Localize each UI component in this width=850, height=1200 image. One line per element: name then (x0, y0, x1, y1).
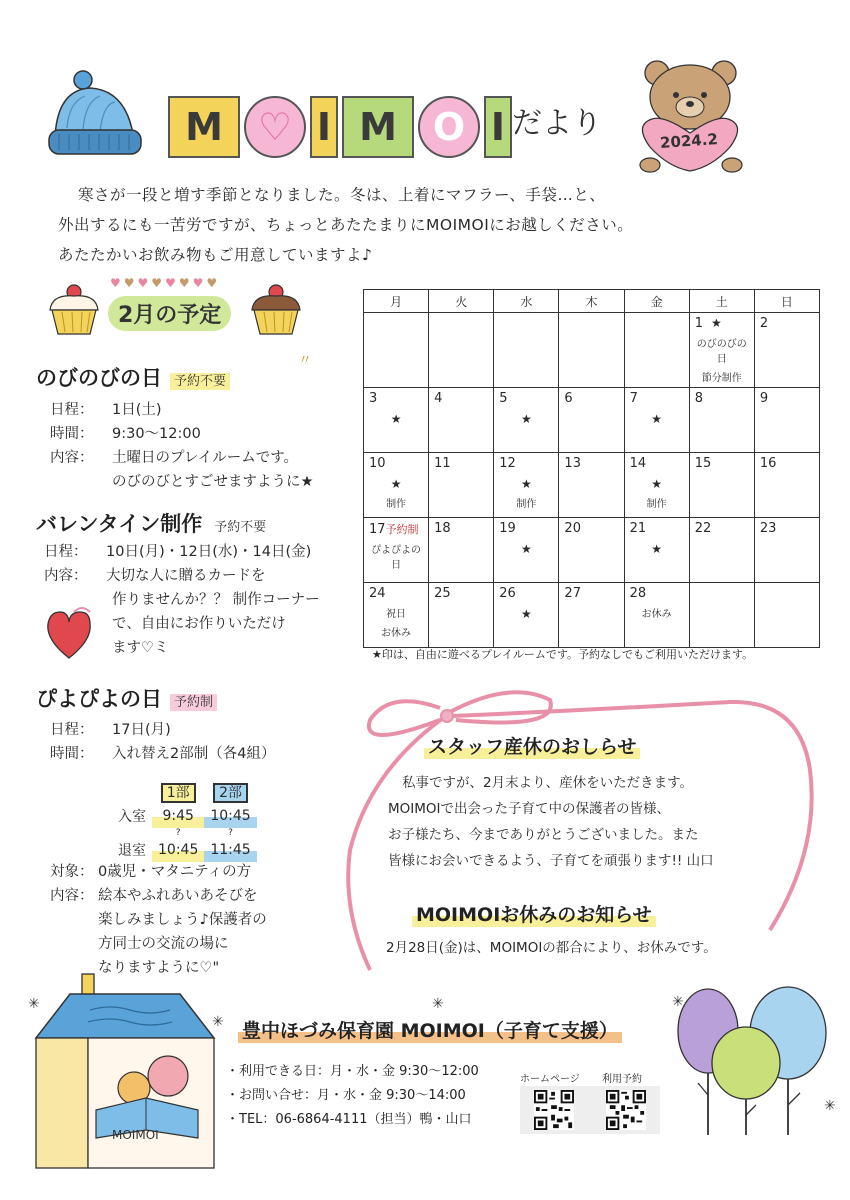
day-event-label: お休み (381, 628, 412, 639)
reservation-tag: 予約制 (385, 523, 419, 536)
detail-value: ます♡ミ (112, 640, 169, 656)
calendar-week-row (364, 453, 820, 518)
calendar-day-cell (559, 583, 624, 648)
detail-value: のびのびとすごせますように★ (112, 474, 314, 490)
staff-leave-message (388, 770, 788, 874)
staff-leave-title: スタッフ産休のおしらせ (424, 732, 640, 759)
day-event-label: ぴよぴよの日 (371, 545, 422, 571)
playroom-star-icon: ★ (390, 477, 402, 491)
closure-notice-title: MOIMOIお休みのお知らせ (412, 900, 656, 927)
playroom-star-icon: ★ (651, 542, 663, 556)
house-logo-label: MOIMOI (112, 1128, 159, 1142)
title-letter: M (342, 96, 414, 158)
issue-date: 2024.2 (659, 130, 719, 152)
reservation-qr-code[interactable] (606, 1090, 646, 1130)
notice-line: MOIMOIで出会った子育て中の保護者の皆様、 (388, 801, 671, 817)
tilde-mark: ? (228, 828, 233, 838)
star-decoration: ✳ (824, 1098, 836, 1114)
part-label: 2部 (213, 783, 248, 803)
day-number: 25 (434, 586, 451, 601)
intro-message (58, 180, 798, 270)
detail-value: 土曜日のプレイルームです。 (112, 450, 299, 466)
weekday-header: 金 (624, 290, 689, 313)
playroom-star-icon: ★ (651, 477, 663, 491)
day-event-label: 祝日 (386, 609, 407, 620)
calendar-day-cell (364, 313, 429, 388)
calendar-day-cell (559, 388, 624, 453)
playroom-star-icon: ★ (520, 412, 532, 426)
notice-line: お子様たち、今までありがとうございました。また (388, 827, 699, 843)
calendar-week-row (364, 313, 820, 388)
detail-value: 絵本やふれあいあそびを (98, 888, 258, 904)
day-number: 4 (434, 391, 443, 406)
reservation-badge: 予約不要 (170, 373, 230, 390)
title-letter: I (484, 96, 512, 158)
day-event-label: お休み (641, 609, 672, 620)
weekday-header: 月 (364, 290, 429, 313)
day-number: 18 (434, 521, 451, 536)
day-number: 11 (434, 456, 451, 471)
calendar-day-cell (494, 313, 559, 388)
calendar-day-cell (624, 583, 689, 648)
hearts-decoration: ♥♥♥♥♥♥♥♥ (110, 276, 221, 290)
playroom-star-icon: ★ (710, 316, 722, 330)
detail-value: 大切な人に贈るカードを (106, 568, 266, 584)
reservation-badge: 予約制 (170, 694, 217, 711)
newsletter-title (168, 92, 512, 162)
calendar-day-cell (429, 313, 494, 388)
day-number: 13 (564, 456, 581, 471)
intro-line: 寒さが一段と増す季節となりました。冬は、上着にマフラー、手袋…と、 (78, 186, 606, 204)
day-number: 14 (629, 456, 647, 471)
calendar-day-cell (364, 518, 429, 583)
detail-label: 内容： (44, 568, 88, 584)
contact-info (226, 1060, 536, 1132)
detail-label: 日程： (44, 544, 88, 560)
day-number: 15 (694, 456, 712, 471)
star-decoration: ✳ (672, 994, 684, 1010)
title-letter: O (418, 96, 480, 158)
calendar-day-cell (754, 313, 819, 388)
day-number: 20 (564, 521, 581, 536)
playroom-star-icon: ★ (390, 412, 402, 426)
day-event-label: 節分制作 (701, 373, 742, 384)
calendar-day-cell (689, 583, 754, 648)
calendar-day-cell (494, 388, 559, 453)
star-decoration: ✳ (28, 996, 40, 1012)
day-number: 28 (629, 586, 647, 601)
calendar-day-cell (429, 518, 494, 583)
section-heading: のびのびの日 (36, 366, 162, 390)
day-number: 2 (759, 316, 769, 331)
title-letter: ♡ (244, 96, 306, 158)
detail-value: 方同士の交流の場に (98, 936, 229, 952)
calendar-day-cell (429, 388, 494, 453)
time-value: 11:45 (204, 838, 256, 862)
sparkle-icon: 〃 (298, 353, 312, 369)
piyopiyo-target-content (50, 860, 350, 980)
weekday-header: 日 (754, 290, 819, 313)
reservation-qr-label: 利用予約 (602, 1074, 642, 1085)
section-heading: バレンタイン制作 (36, 512, 203, 536)
detail-value: 9:30〜12:00 (112, 426, 201, 442)
session-times-table (112, 780, 312, 862)
contact-line: ・お問い合せ：月・水・金 9:30〜14:00 (226, 1088, 466, 1103)
calendar-week-row (364, 583, 820, 648)
calendar-day-cell (689, 313, 754, 388)
title-suffix: だより (512, 106, 602, 141)
nobinobi-heading (36, 362, 230, 392)
calendar-day-cell (559, 313, 624, 388)
calendar-day-cell (494, 453, 559, 518)
time-value: 10:45 (152, 838, 204, 862)
section-heading: ぴよぴよの日 (36, 687, 162, 711)
detail-value: 0歳児・マタニティの方 (98, 864, 252, 880)
calendar-note: ★印は、自由に遊べるプレイルームです。予約なしでもご利用いただけます。 (372, 648, 754, 661)
heart-icon (44, 606, 94, 662)
calendar-day-cell (754, 388, 819, 453)
notice-line: 私事ですが、2月末より、産休をいただきます。 (402, 775, 694, 791)
homepage-qr-code[interactable] (534, 1090, 574, 1130)
time-value: 9:45 (152, 804, 204, 828)
day-event-label: 制作 (516, 499, 537, 510)
nobinobi-details (50, 398, 350, 494)
calendar-day-cell (624, 388, 689, 453)
day-number: 3 (369, 391, 378, 406)
notice-line: 皆様にお会いできるよう、子育てを頑張ります!! 山口 (388, 853, 714, 869)
intro-line: あたたかいお飲み物もご用意していますよ♪ (58, 246, 373, 264)
detail-label: 内容： (50, 888, 94, 904)
star-decoration: ✳ (212, 1014, 224, 1030)
day-number: 10 (369, 456, 386, 471)
calendar-day-cell (624, 453, 689, 518)
day-event-label: 制作 (646, 499, 667, 510)
day-number: 8 (694, 391, 703, 406)
calendar-day-cell (559, 518, 624, 583)
day-number: 1 (694, 316, 703, 331)
calendar-day-cell (364, 453, 429, 518)
teddy-bear-illustration (632, 55, 752, 175)
calendar-day-cell (429, 453, 494, 518)
calendar-day-cell (559, 453, 624, 518)
day-number: 5 (499, 391, 508, 406)
day-number: 26 (499, 586, 516, 601)
time-row-label: 退室 (118, 843, 146, 859)
day-number: 16 (759, 456, 777, 471)
title-letter: I (310, 96, 338, 158)
time-row-label: 入室 (118, 809, 146, 825)
detail-label: 対象： (50, 864, 94, 880)
playroom-star-icon: ★ (651, 412, 663, 426)
detail-value: 入れ替え2部制（各4組） (112, 746, 276, 762)
calendar-day-cell (689, 388, 754, 453)
cupcake-icon (46, 282, 102, 336)
calendar-day-cell (494, 583, 559, 648)
day-event-label: 制作 (386, 499, 407, 510)
playroom-star-icon: ★ (520, 607, 532, 621)
knit-hat-illustration (45, 68, 145, 163)
weekday-header: 木 (559, 290, 624, 313)
detail-label: 内容： (50, 450, 94, 466)
schedule-title: 2月の予定 (108, 296, 231, 331)
day-number: 7 (629, 391, 638, 406)
calendar-day-cell (624, 518, 689, 583)
day-event-label: のびのびの日 (696, 339, 747, 365)
weekday-header: 水 (494, 290, 559, 313)
calendar-week-row (364, 518, 820, 583)
calendar-weekday-row (364, 290, 820, 313)
day-number: 23 (759, 521, 777, 536)
calendar-day-cell (754, 453, 819, 518)
calendar-day-cell (689, 453, 754, 518)
calendar-day-cell (494, 518, 559, 583)
homepage-qr-label: ホームページ (520, 1074, 580, 1085)
detail-value: 作りませんか？？ 制作コーナー (112, 592, 320, 608)
day-number: 24 (369, 586, 386, 601)
detail-value: なりますように♡" (98, 960, 220, 976)
calendar-body (364, 313, 820, 648)
trees-illustration (660, 975, 840, 1145)
detail-label: 時間： (50, 746, 94, 762)
contact-line: ・利用できる日：月・水・金 9:30〜12:00 (226, 1064, 479, 1079)
detail-value: 10日(月)・12日(水)・14日(金) (106, 544, 312, 560)
calendar-day-cell (689, 518, 754, 583)
reservation-badge: 予約不要 (214, 520, 267, 535)
closure-notice-text: 2月28日(金)は、MOIMOIの都合により、お休みです。 (386, 940, 717, 956)
calendar-day-cell (754, 583, 819, 648)
cupcake-icon (248, 282, 304, 336)
calendar-day-cell (754, 518, 819, 583)
part-label: 1部 (161, 783, 196, 803)
title-letter: M (168, 96, 240, 158)
detail-label: 時間： (50, 426, 94, 442)
day-number: 19 (499, 521, 516, 536)
day-number: 12 (499, 456, 516, 471)
day-number: 6 (564, 391, 573, 406)
day-number: 9 (759, 391, 769, 406)
time-value: 10:45 (204, 804, 256, 828)
detail-label: 日程： (50, 402, 94, 418)
detail-value: 楽しみましょう♪保護者の (98, 912, 267, 928)
weekday-header: 土 (689, 290, 754, 313)
calendar-day-cell (364, 388, 429, 453)
day-number: 21 (629, 521, 647, 536)
piyopiyo-details (50, 718, 350, 766)
calendar-day-cell (429, 583, 494, 648)
calendar-week-row (364, 388, 820, 453)
detail-label: 日程： (50, 722, 94, 738)
weekday-header: 火 (429, 290, 494, 313)
detail-value: で、自由にお作りいただけ (112, 616, 286, 632)
day-number: 27 (564, 586, 581, 601)
intro-line: 外出するにも一苦労ですが、ちょっとあたたまりにMOIMOIにお越しください。 (58, 216, 634, 234)
playroom-star-icon: ★ (520, 477, 532, 491)
day-number: 17 (369, 522, 386, 537)
detail-value: 1日(土) (112, 402, 162, 418)
piyopiyo-heading (36, 683, 217, 713)
contact-line: ・TEL：06-6864-4111（担当）鴨・山口 (226, 1112, 472, 1127)
detail-value: 17日(月) (112, 722, 171, 738)
day-number: 22 (694, 521, 712, 536)
february-calendar (363, 289, 820, 648)
tilde-mark: ? (175, 828, 181, 838)
valentine-heading (36, 508, 270, 538)
calendar-day-cell (624, 313, 689, 388)
playroom-star-icon: ★ (520, 542, 532, 556)
calendar-day-cell (364, 583, 429, 648)
nursery-name: 豊中ほづみ保育園 MOIMOI（子育て支援） (238, 1016, 622, 1043)
star-decoration: ✳ (432, 996, 444, 1012)
